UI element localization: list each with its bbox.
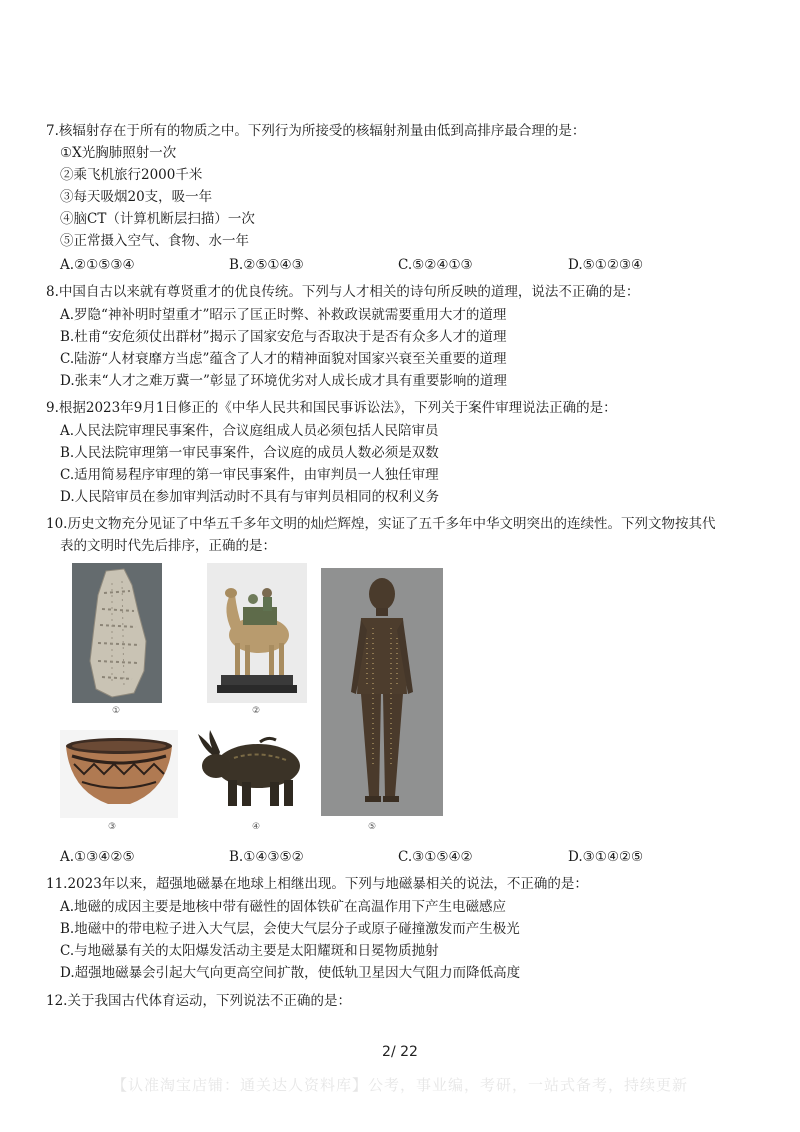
artifact-2-caption: ②: [252, 706, 261, 716]
artifact-3-painted-pottery-image: [60, 730, 178, 818]
q7-item-5: ⑤正常摄入空气、食物、水一年: [60, 233, 249, 249]
q7-option-c: C.⑤②④①③: [398, 257, 473, 273]
q7-stem: 7.核辐射存在于所有的物质之中。下列行为所接受的核辐射剂量由低到高排序最合理的是：: [46, 123, 586, 139]
q10-stem-line2: 表的文明时代先后排序，正确的是：: [60, 538, 276, 554]
artifact-3-caption: ③: [108, 822, 117, 832]
page-number: 2/ 22: [382, 1044, 418, 1060]
q8-stem: 8.中国自古以来就有尊贤重才的优良传统。下列与人才相关的诗句所反映的道理，说法不正确的是：: [46, 284, 640, 300]
q7-item-1: ①X光胸肺照射一次: [60, 145, 177, 161]
artifact-4-bronze-rhino-image: [190, 722, 318, 818]
artifact-5-acupuncture-figure-image: [321, 568, 443, 816]
artifact-5-caption: ⑤: [368, 822, 377, 832]
q9-choice-d: D.人民陪审员在参加审判活动时不具有与审判员相同的权利义务: [60, 489, 440, 505]
q9-choice-a: A.人民法院审理民事案件，合议庭组成人员必须包括人民陪审员: [60, 423, 439, 439]
watermark-text: 【认准淘宝店铺：通关达人资料库】公考，事业编，考研，一站式备考，持续更新: [111, 1076, 688, 1094]
q7-item-2: ②乘飞机旅行2000千米: [60, 167, 203, 183]
artifact-2-tang-camel-image: [207, 563, 307, 703]
q9-stem: 9.根据2023年9月1日修正的《中华人民共和国民事诉讼法》，下列关于案件审理说法正确的是：: [46, 400, 617, 416]
q10-option-d: D.③①④②⑤: [568, 849, 644, 865]
q7-item-3: ③每天吸烟20支，吸一年: [60, 189, 213, 205]
q10-option-b: B.①④③⑤②: [229, 849, 304, 865]
q7-option-b: B.②⑤①④③: [229, 257, 304, 273]
q9-choice-b: B.人民法院审理第一审民事案件，合议庭的成员人数必须是双数: [60, 445, 439, 461]
artifact-4-caption: ④: [252, 822, 261, 832]
q11-choice-b: B.地磁中的带电粒子进入大气层，会使大气层分子或原子碰撞激发而产生极光: [60, 921, 520, 937]
q8-choice-c: C.陆游“人材衰靡方当虑”蕴含了人才的精神面貌对国家兴衰至关重要的道理: [60, 351, 507, 367]
q10-stem-line1: 10.历史文物充分见证了中华五千多年文明的灿烂辉煌，实证了五千多年中华文明突出的连续性。下列文物按其代: [46, 516, 716, 532]
q9-choice-c: C.适用简易程序审理的第一审民事案件，由审判员一人独任审理: [60, 467, 439, 483]
q10-option-a: A.①③④②⑤: [60, 849, 135, 865]
artifact-1-caption: ①: [112, 706, 121, 716]
q7-option-a: A.②①⑤③④: [60, 257, 135, 273]
q11-stem: 11.2023年以来，超强地磁暴在地球上相继出现。下列与地磁暴相关的说法，不正确的是：: [46, 876, 588, 892]
q7-item-4: ④脑CT（计算机断层扫描）一次: [60, 211, 255, 227]
q12-stem: 12.关于我国古代体育运动，下列说法不正确的是：: [46, 993, 351, 1009]
q11-choice-d: D.超强地磁暴会引起大气向更高空间扩散，使低轨卫星因大气阻力而降低高度: [60, 965, 521, 981]
q8-choice-b: B.杜甫“安危须仗出群材”揭示了国家安危与否取决于是否有众多人才的道理: [60, 329, 507, 345]
q11-choice-a: A.地磁的成因主要是地核中带有磁性的固体铁矿在高温作用下产生电磁感应: [60, 899, 507, 915]
q8-choice-d: D.张耒“人才之难万冀一”彰显了环境优劣对人成长成才具有重要影响的道理: [60, 373, 507, 389]
q11-choice-c: C.与地磁暴有关的太阳爆发活动主要是太阳耀斑和日冕物质抛射: [60, 943, 439, 959]
q8-choice-a: A.罗隐“神补明时望重才”昭示了匡正时弊、补救政误就需要重用大才的道理: [60, 307, 507, 323]
q7-option-d: D.⑤①②③④: [568, 257, 644, 273]
q10-option-c: C.③①⑤④②: [398, 849, 473, 865]
artifact-1-oracle-bone-image: [72, 563, 162, 703]
